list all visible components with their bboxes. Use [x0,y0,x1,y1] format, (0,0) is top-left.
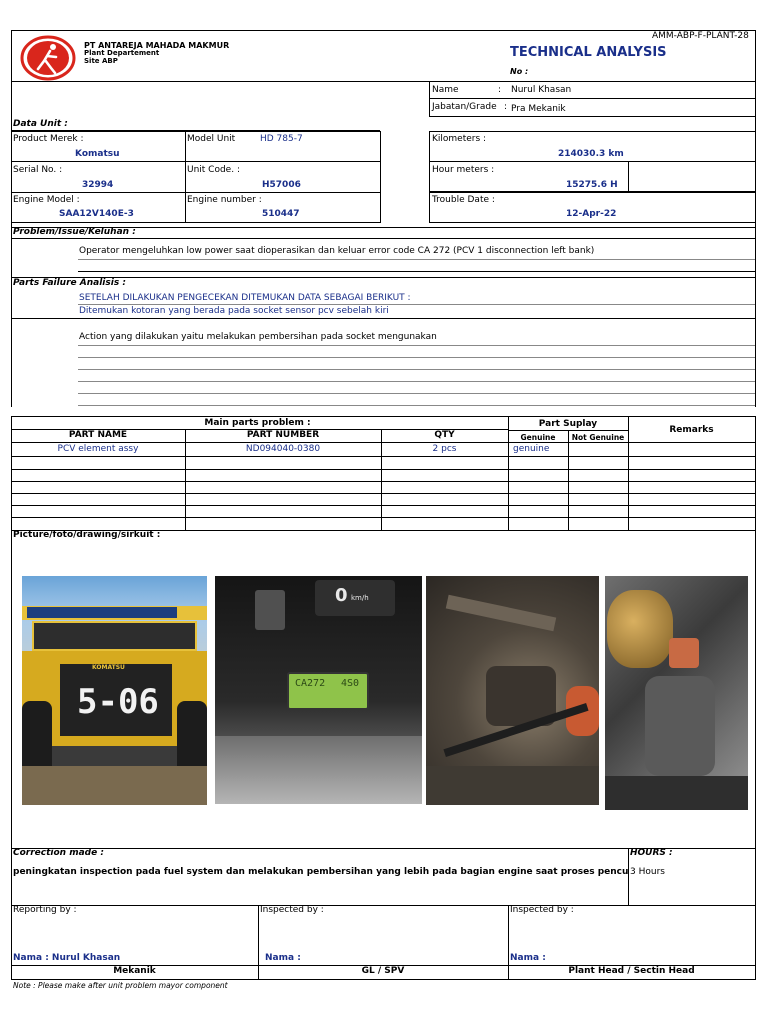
code-value: H57006 [262,180,301,190]
engine-model-label: Engine Model : [13,195,80,205]
correction-text: peningkatan inspection pada fuel system dan melakukan pembersihan yang lebih pada bagian engine saat proses pencu [13,867,628,877]
inspected-by-2-label: Inspected by : [510,905,574,915]
inspector-2-name: Nama : [510,953,546,963]
problem-text: Operator mengeluhkan low power saat dioperasikan dan keluar error code CA 272 (PCV 1 disconnection left bank) [79,246,595,256]
serial-label: Serial No. : [13,165,63,175]
correction-label: Correction made : [13,848,104,858]
truck-banner [27,607,177,618]
problem-label: Problem/Issue/Keluhan : [13,227,136,237]
photo-sensor-socket [605,576,748,810]
truck-plate: 5-06 [77,682,159,722]
grade-colon: : [504,102,508,112]
failure-line3: Action yang dilakukan yaitu melakukan pembersihan pada socket mengunakan [79,332,437,342]
doc-number-label: No : [510,67,529,76]
table-row-qty: 2 pcs [432,444,457,454]
name-value: Nurul Khasan [511,85,572,95]
reporter-name: Nama : Nurul Khasan [13,953,121,963]
picture-label: Picture/foto/drawing/sirkuit : [13,530,161,540]
engine-number-value: 510447 [262,209,300,219]
serial-value: 32994 [82,180,114,190]
model-value: HD 785-7 [260,134,303,144]
km-value: 214030.3 km [558,149,624,159]
engine-number-label: Engine number : [187,195,262,205]
product-value: Komatsu [75,149,120,159]
inspector-name: Nama : [265,953,301,963]
table-row-part-name: PCV element assy [57,444,139,454]
photo-truck [22,576,207,805]
hours-value: 3 Hours [630,867,665,877]
engine-model-value: SAA12V140E-3 [59,209,134,219]
dash-speed: 0 [335,585,348,606]
page-title: TECHNICAL ANALYSIS [510,45,667,60]
model-label: Model Unit [187,134,236,144]
table-row-part-number: ND094040-0380 [245,444,321,454]
failure-line2: Ditemukan kotoran yang berada pada socket sensor pcv sebelah kiri [79,306,389,316]
col-qty: QTY [434,430,455,440]
inspected-by-label: Inspected by : [260,905,324,915]
role-mekanik: Mekanik [113,966,156,976]
main-parts-label: Main parts problem : [204,418,311,428]
km-label: Kilometers : [432,134,487,144]
table-row-supply: genuine [513,444,550,454]
col-part-number: PART NUMBER [246,430,320,440]
code-label: Unit Code. : [187,165,240,175]
doc-code: AMM-ABP-F-PLANT-28 [652,31,749,41]
hm-value: 15275.6 H [566,180,618,190]
failure-line1: SETELAH DILAKUKAN PENGECEKAN DITEMUKAN DATA SEBAGAI BERIKUT : [79,293,411,303]
product-label: Product Merek : [13,134,84,144]
dash-unit: km/h [351,594,369,602]
role-plant-head: Plant Head / Sectin Head [568,966,695,976]
col-part-name: PART NAME [68,430,128,440]
reporting-by-label: Reporting by : [13,905,77,915]
trouble-label: Trouble Date : [432,195,495,205]
name-colon: : [498,85,502,95]
dash-line2: 4S0 [341,678,360,689]
company-logo-icon [20,35,76,81]
trouble-value: 12-Apr-22 [566,209,617,219]
part-suplay-label: Part Suplay [538,419,598,429]
dash-error-code: CA272 [295,678,326,689]
photo-engine-wiring [426,576,599,805]
col-genuine: Genuine [520,433,556,442]
name-label: Name [432,85,459,95]
grade-label: Jabatan/Grade [432,102,497,112]
company-site: Site ABP [84,57,118,65]
company-dept: Plant Departement [84,49,160,57]
col-not-genuine: Not Genuine [571,433,625,442]
company-name: PT ANTAREJA MAHADA MAKMUR [84,41,230,50]
role-gl-spv: GL / SPV [361,966,405,976]
remarks-label: Remarks [669,425,714,435]
hours-label: HOURS : [630,848,673,858]
data-unit-label: Data Unit : [13,119,68,129]
failure-label: Parts Failure Analisis : [13,278,126,288]
grade-value: Pra Mekanik [511,104,566,114]
hm-label: Hour meters : [432,165,495,175]
truck-brand: KOMATSU [92,664,125,671]
footer-note: Note : Please make after unit problem mayor component [13,981,228,990]
photo-dashboard [215,576,422,804]
